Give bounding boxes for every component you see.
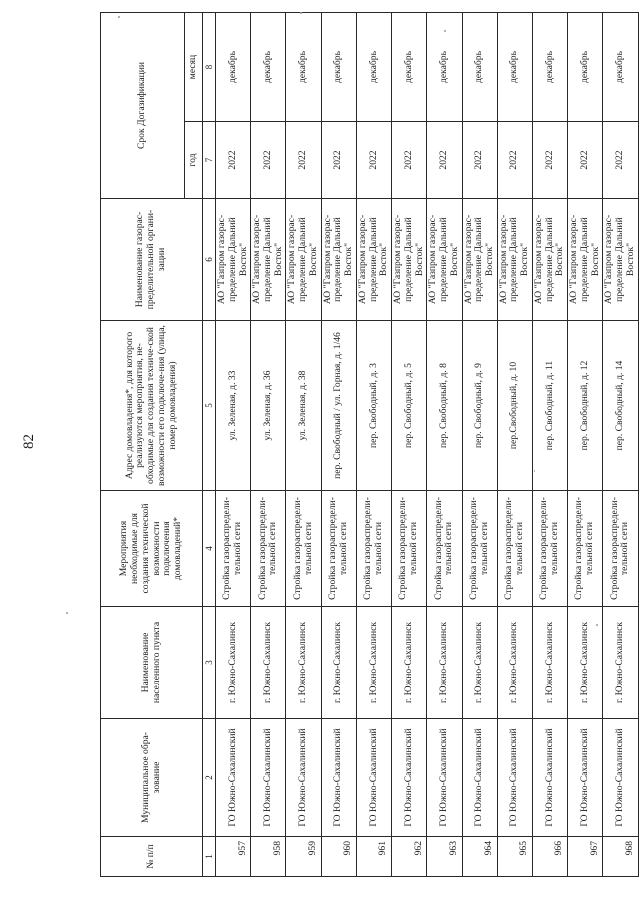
row-year: 2022 — [462, 122, 497, 199]
row-number: 963 — [427, 837, 462, 877]
row-number: 965 — [497, 837, 532, 877]
row-org: АО "Газпром газорас-пределение Дальний Восток" — [462, 199, 497, 321]
row-number: 968 — [603, 837, 638, 877]
row-org: АО "Газпром газорас-пределение Дальний Восток" — [497, 199, 532, 321]
row-municipality: ГО Южно-Сахалинский — [286, 719, 321, 837]
row-month: декабрь — [251, 12, 286, 121]
row-measures: Стройка газораспредели-тельной сети — [427, 491, 462, 607]
row-locality: г. Южно-Сахалинск — [497, 607, 532, 719]
row-org: АО "Газпром газорас-пределение Дальний Восток" — [286, 199, 321, 321]
row-month: декабрь — [603, 12, 638, 121]
row-address: пер. Свободный / ул. Горная, д. 1/46 — [321, 321, 356, 491]
row-year: 2022 — [427, 122, 462, 199]
row-number: 958 — [251, 837, 286, 877]
header-org: Наименование газорас-пределительной органи-зации — [101, 199, 203, 321]
row-address: ул. Зеленая, д. 36 — [251, 321, 286, 491]
row-year: 2022 — [568, 122, 603, 199]
table-row — [216, 12, 251, 876]
row-month: декабрь — [356, 12, 391, 121]
table-row — [321, 12, 356, 876]
row-month: декабрь — [392, 12, 427, 121]
row-municipality: ГО Южно-Сахалинский — [392, 719, 427, 837]
table-body — [216, 12, 638, 876]
row-org: АО "Газпром газорас-пределение Дальний Восток" — [427, 199, 462, 321]
row-municipality: ГО Южно-Сахалинский — [356, 719, 391, 837]
row-number: 962 — [392, 837, 427, 877]
row-address: пер. Свободный, д. 5 — [392, 321, 427, 491]
row-org: АО "Газпром газорас-пределение Дальний Восток" — [216, 199, 251, 321]
row-year: 2022 — [603, 122, 638, 199]
row-measures: Стройка газораспредели-тельной сети — [321, 491, 356, 607]
row-municipality: ГО Южно-Сахалинский — [251, 719, 286, 837]
row-address: пер. Свободный, д. 11 — [532, 321, 567, 491]
row-measures: Стройка газораспредели-тельной сети — [497, 491, 532, 607]
row-address: пер. Свободный, д. 12 — [568, 321, 603, 491]
row-org: АО "Газпром газорас-пределение Дальний Восток" — [321, 199, 356, 321]
column-number: 1 — [203, 837, 216, 877]
header-measures: Мероприятия необходимые для создания технической возможности подключения домовладений* — [101, 491, 203, 607]
row-month: декабрь — [497, 12, 532, 121]
row-locality: г. Южно-Сахалинск — [568, 607, 603, 719]
row-org: АО "Газпром газорас-пределение Дальний Восток" — [603, 199, 638, 321]
column-number: 4 — [203, 491, 216, 607]
row-address: пер. Свободный, д. 8 — [427, 321, 462, 491]
row-measures: Стройка газораспредели-тельной сети — [532, 491, 567, 607]
row-address: ул. Зеленая, д. 33 — [216, 321, 251, 491]
header-num: № п/п — [101, 837, 203, 877]
table-row — [497, 12, 532, 876]
row-measures: Стройка газораспредели-тельной сети — [216, 491, 251, 607]
row-measures: Стройка газораспредели-тельной сети — [251, 491, 286, 607]
row-measures: Стройка газораспредели-тельной сети — [568, 491, 603, 607]
row-measures: Стройка газораспредели-тельной сети — [286, 491, 321, 607]
row-year: 2022 — [216, 122, 251, 199]
row-locality: г. Южно-Сахалинск — [251, 607, 286, 719]
header-month: месяц — [185, 12, 203, 121]
table-row — [427, 12, 462, 876]
row-month: декабрь — [462, 12, 497, 121]
row-number: 967 — [568, 837, 603, 877]
table-row — [462, 12, 497, 876]
row-year: 2022 — [392, 122, 427, 199]
column-number: 5 — [203, 321, 216, 491]
row-municipality: ГО Южно-Сахалинский — [427, 719, 462, 837]
table-row — [251, 12, 286, 876]
row-month: декабрь — [321, 12, 356, 121]
header-deadline: Срок Догазификации — [101, 12, 185, 198]
row-number: 957 — [216, 837, 251, 877]
column-number: 8 — [203, 12, 216, 121]
row-locality: г. Южно-Сахалинск — [603, 607, 638, 719]
column-number: 2 — [203, 719, 216, 837]
table-row — [286, 12, 321, 876]
row-number: 966 — [532, 837, 567, 877]
header-address: Адрес домовладения*, для которого реализуются мероприятия, не-обходимые для создания техниче-ской возможности его подключе-ния (улица, номер домовладения) — [101, 321, 203, 491]
row-municipality: ГО Южно-Сахалинский — [497, 719, 532, 837]
row-year: 2022 — [532, 122, 567, 199]
row-number: 960 — [321, 837, 356, 877]
row-locality: г. Южно-Сахалинск — [286, 607, 321, 719]
row-org: АО "Газпром газорас-пределение Дальний Восток" — [392, 199, 427, 321]
row-address: пер. Свободный, д. 14 — [603, 321, 638, 491]
row-year: 2022 — [356, 122, 391, 199]
row-measures: Стройка газораспредели-тельной сети — [462, 491, 497, 607]
table-row — [532, 12, 567, 876]
row-locality: г. Южно-Сахалинск — [392, 607, 427, 719]
page-number: 82 — [21, 434, 37, 449]
row-month: декабрь — [286, 12, 321, 121]
row-address: пер.Свободный, д. 10 — [497, 321, 532, 491]
row-locality: г. Южно-Сахалинск — [356, 607, 391, 719]
row-number: 959 — [286, 837, 321, 877]
row-year: 2022 — [321, 122, 356, 199]
row-locality: г. Южно-Сахалинск — [321, 607, 356, 719]
row-locality: г. Южно-Сахалинск — [532, 607, 567, 719]
row-municipality: ГО Южно-Сахалинский — [216, 719, 251, 837]
row-address: ул. Зеленая, д. 38 — [286, 321, 321, 491]
row-number: 964 — [462, 837, 497, 877]
header-year: год — [185, 122, 203, 199]
row-month: декабрь — [532, 12, 567, 121]
row-measures: Стройка газораспредели-тельной сети — [356, 491, 391, 607]
row-locality: г. Южно-Сахалинск — [462, 607, 497, 719]
row-org: АО "Газпром газорас-пределение Дальний Восток" — [532, 199, 567, 321]
header-municipality: Муниципальное обра-зование — [101, 719, 203, 837]
column-number: 7 — [203, 122, 216, 199]
row-measures: Стройка газораспредели-тельной сети — [392, 491, 427, 607]
row-year: 2022 — [286, 122, 321, 199]
table-row — [356, 12, 391, 876]
row-org: АО "Газпром газорас-пределение Дальний Восток" — [356, 199, 391, 321]
table-row — [603, 12, 638, 876]
header-locality: Наименование населенного пункта — [101, 607, 203, 719]
row-measures: Стройка газораспредели-тельной сети — [603, 491, 638, 607]
row-org: АО "Газпром газорас-пределение Дальний Восток" — [568, 199, 603, 321]
row-locality: г. Южно-Сахалинск — [427, 607, 462, 719]
row-municipality: ГО Южно-Сахалинский — [568, 719, 603, 837]
row-org: АО "Газпром газорас-пределение Дальний Восток" — [251, 199, 286, 321]
row-number: 961 — [356, 837, 391, 877]
row-municipality: ГО Южно-Сахалинский — [321, 719, 356, 837]
row-month: декабрь — [216, 12, 251, 121]
row-municipality: ГО Южно-Сахалинский — [603, 719, 638, 837]
row-year: 2022 — [497, 122, 532, 199]
row-address: пер. Свободный, д. 3 — [356, 321, 391, 491]
table-row — [392, 12, 427, 876]
document-table-container — [100, 13, 636, 877]
row-municipality: ГО Южно-Сахалинский — [462, 719, 497, 837]
column-number: 6 — [203, 199, 216, 321]
column-number-row — [203, 12, 216, 876]
row-locality: г. Южно-Сахалинск — [216, 607, 251, 719]
gasification-table — [100, 12, 639, 877]
row-year: 2022 — [251, 122, 286, 199]
row-address: пер. Свободный, д. 9 — [462, 321, 497, 491]
row-month: декабрь — [568, 12, 603, 121]
row-month: декабрь — [427, 12, 462, 121]
row-municipality: ГО Южно-Сахалинский — [532, 719, 567, 837]
column-number: 3 — [203, 607, 216, 719]
table-row — [568, 12, 603, 876]
